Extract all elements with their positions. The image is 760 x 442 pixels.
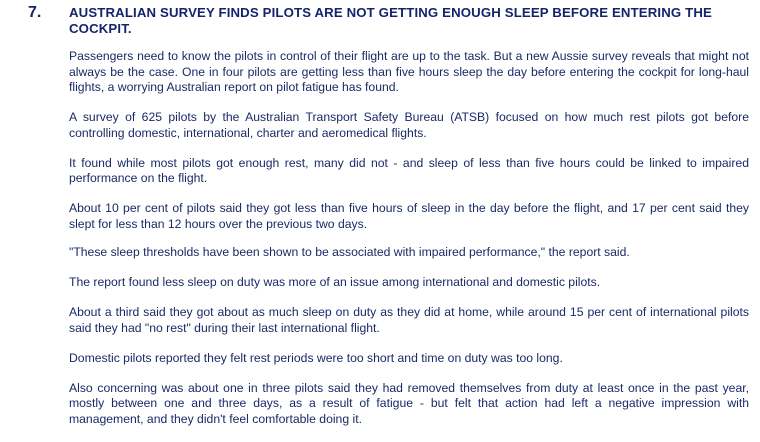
paragraph-domestic: Domestic pilots reported they felt rest periods were too short and time on duty was too long. bbox=[69, 350, 563, 365]
paragraph-findings: It found while most pilots got enough rest, many did not - and sleep of less than five hours could be linked to impaired performance on the flight. bbox=[69, 155, 749, 185]
paragraph-survey: A survey of 625 pilots by the Australian Transport Safety Bureau (ATSB) focused on how much rest pilots got before controlling domestic, international, charter and aeromedical flights. bbox=[69, 110, 749, 140]
paragraph-statistics: About 10 per cent of pilots said they got less than five hours of sleep in the day before the flight, and 17 per cent said they slept for less than 12 hours over the previous two days. bbox=[69, 201, 749, 231]
item-number: 7. bbox=[28, 4, 42, 21]
paragraph-intro: Passengers need to know the pilots in control of their flight are up to the task. But a new Aussie survey reveals that might not always be the case. One in four pilots are getting less than five hours sleep the day before entering the cockpit for long-haul flights, a worrying Australian report on pilot fatigue has found. bbox=[69, 49, 749, 94]
paragraph-duty-sleep: The report found less sleep on duty was more of an issue among international and domestic pilots. bbox=[69, 275, 601, 289]
paragraph-international: About a third said they got about as much sleep on duty as they did at home, while around 15 per cent of international pilots said they had "no rest" during their last international flight. bbox=[69, 305, 749, 335]
article-headline: AUSTRALIAN SURVEY FINDS PILOTS ARE NOT GETTING ENOUGH SLEEP BEFORE ENTERING THE COCKPIT. bbox=[69, 5, 712, 36]
article-body bbox=[69, 49, 749, 442]
paragraph-quote: "These sleep thresholds have been shown to be associated with impaired performance," the report said. bbox=[69, 245, 630, 259]
paragraph-fatigue-leave: Also concerning was about one in three pilots said they had removed themselves from duty at least once in the past year, mostly between one and three days, as a result of fatigue - but felt that action had left a negative impression with management, and they didn't feel comfortable doing it. bbox=[69, 380, 749, 426]
